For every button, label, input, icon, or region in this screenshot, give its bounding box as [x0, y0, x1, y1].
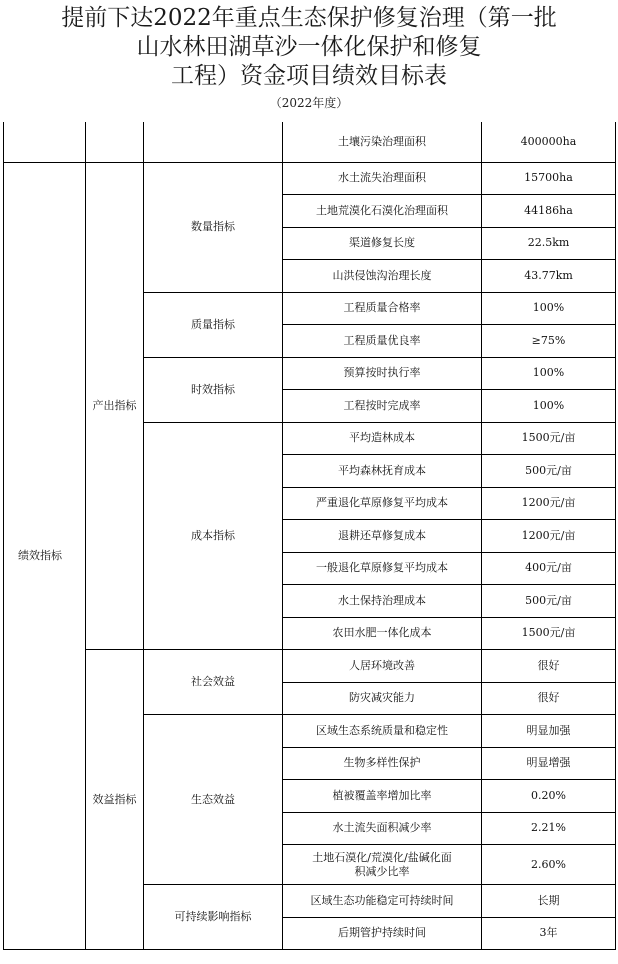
- value-cell: 2.60%: [482, 845, 616, 885]
- title-line-1: 提前下达2022年重点生态保护修复治理（第一批: [61, 5, 557, 31]
- value-cell: 44186ha: [482, 195, 616, 228]
- value-cell: 100%: [482, 292, 616, 325]
- value-cell: 500元/亩: [482, 585, 616, 618]
- indicator-cell: 严重退化草原修复平均成本: [283, 487, 482, 520]
- value-cell: 2.21%: [482, 812, 616, 845]
- indicator-cell: 水土流失治理面积: [283, 162, 482, 195]
- value-cell: 明显加强: [482, 715, 616, 748]
- indicator-cell: 土壤污染治理面积: [283, 122, 482, 162]
- level3-indicator-cell: 可持续影响指标: [144, 885, 283, 950]
- table-row: [4, 122, 616, 162]
- indicator-cell: 预算按时执行率: [283, 357, 482, 390]
- level3-indicator-cell: 生态效益: [144, 715, 283, 885]
- title-line-3: 工程）资金项目绩效目标表: [171, 63, 447, 89]
- indicator-cell: 工程质量合格率: [283, 292, 482, 325]
- level2-cell-continued: [86, 122, 144, 162]
- value-cell: 3年: [482, 917, 616, 950]
- level3-indicator-cell: 成本指标: [144, 422, 283, 650]
- indicator-cell: 平均森林抚育成本: [283, 455, 482, 488]
- level3-indicator-cell: 数量指标: [144, 162, 283, 292]
- indicator-cell: 农田水肥一体化成本: [283, 617, 482, 650]
- indicator-cell: 人居环境改善: [283, 650, 482, 683]
- value-cell: 100%: [482, 390, 616, 423]
- indicator-cell: 水土保持治理成本: [283, 585, 482, 618]
- performance-table-body: [4, 122, 616, 950]
- indicator-cell: 区域生态功能稳定可持续时间: [283, 885, 482, 918]
- value-cell: ≥75%: [482, 325, 616, 358]
- value-cell: 明显增强: [482, 747, 616, 780]
- level1-indicator-cell: 绩效指标: [4, 162, 86, 950]
- title-line-2: 山水林田湖草沙一体化保护和修复: [136, 34, 482, 60]
- value-cell: 1200元/亩: [482, 487, 616, 520]
- value-cell: 15700ha: [482, 162, 616, 195]
- value-cell: 100%: [482, 357, 616, 390]
- indicator-cell: 渠道修复长度: [283, 227, 482, 260]
- value-cell: 1500元/亩: [482, 617, 616, 650]
- indicator-cell: 防灾减灾能力: [283, 682, 482, 715]
- value-cell: 43.77km: [482, 260, 616, 293]
- indicator-cell: 工程质量优良率: [283, 325, 482, 358]
- value-cell: 1500元/亩: [482, 422, 616, 455]
- value-cell: 500元/亩: [482, 455, 616, 488]
- indicator-cell: 区域生态系统质量和稳定性: [283, 715, 482, 748]
- indicator-cell: 土地石漠化/荒漠化/盐碱化面积减少比率: [283, 845, 482, 885]
- level1-cell-continued: [4, 122, 86, 162]
- document-year: （2022年度）: [269, 96, 349, 110]
- value-cell: 长期: [482, 885, 616, 918]
- table-row: [4, 650, 616, 683]
- indicator-cell: 退耕还草修复成本: [283, 520, 482, 553]
- level2-indicator-cell: 效益指标: [86, 650, 144, 950]
- indicator-cell: 土地荒漠化石漠化治理面积: [283, 195, 482, 228]
- table-row: [4, 162, 616, 195]
- value-cell: 很好: [482, 682, 616, 715]
- indicator-cell: 植被覆盖率增加比率: [283, 780, 482, 813]
- performance-table: [3, 122, 616, 950]
- level3-indicator-cell: 社会效益: [144, 650, 283, 715]
- level3-indicator-cell: 时效指标: [144, 357, 283, 422]
- indicator-cell: 平均造林成本: [283, 422, 482, 455]
- value-cell: 0.20%: [482, 780, 616, 813]
- value-cell: 22.5km: [482, 227, 616, 260]
- document-title: [0, 4, 618, 91]
- indicator-cell: 水土流失面积减少率: [283, 812, 482, 845]
- level3-cell-continued: [144, 122, 283, 162]
- indicator-cell: 生物多样性保护: [283, 747, 482, 780]
- indicator-cell: 山洪侵蚀沟治理长度: [283, 260, 482, 293]
- indicator-cell: 一般退化草原修复平均成本: [283, 552, 482, 585]
- value-cell: 400000ha: [482, 122, 616, 162]
- value-cell: 1200元/亩: [482, 520, 616, 553]
- value-cell: 很好: [482, 650, 616, 683]
- level2-indicator-cell: 产出指标: [86, 162, 144, 650]
- value-cell: 400元/亩: [482, 552, 616, 585]
- level3-indicator-cell: 质量指标: [144, 292, 283, 357]
- indicator-cell: 工程按时完成率: [283, 390, 482, 423]
- indicator-cell: 后期管护持续时间: [283, 917, 482, 950]
